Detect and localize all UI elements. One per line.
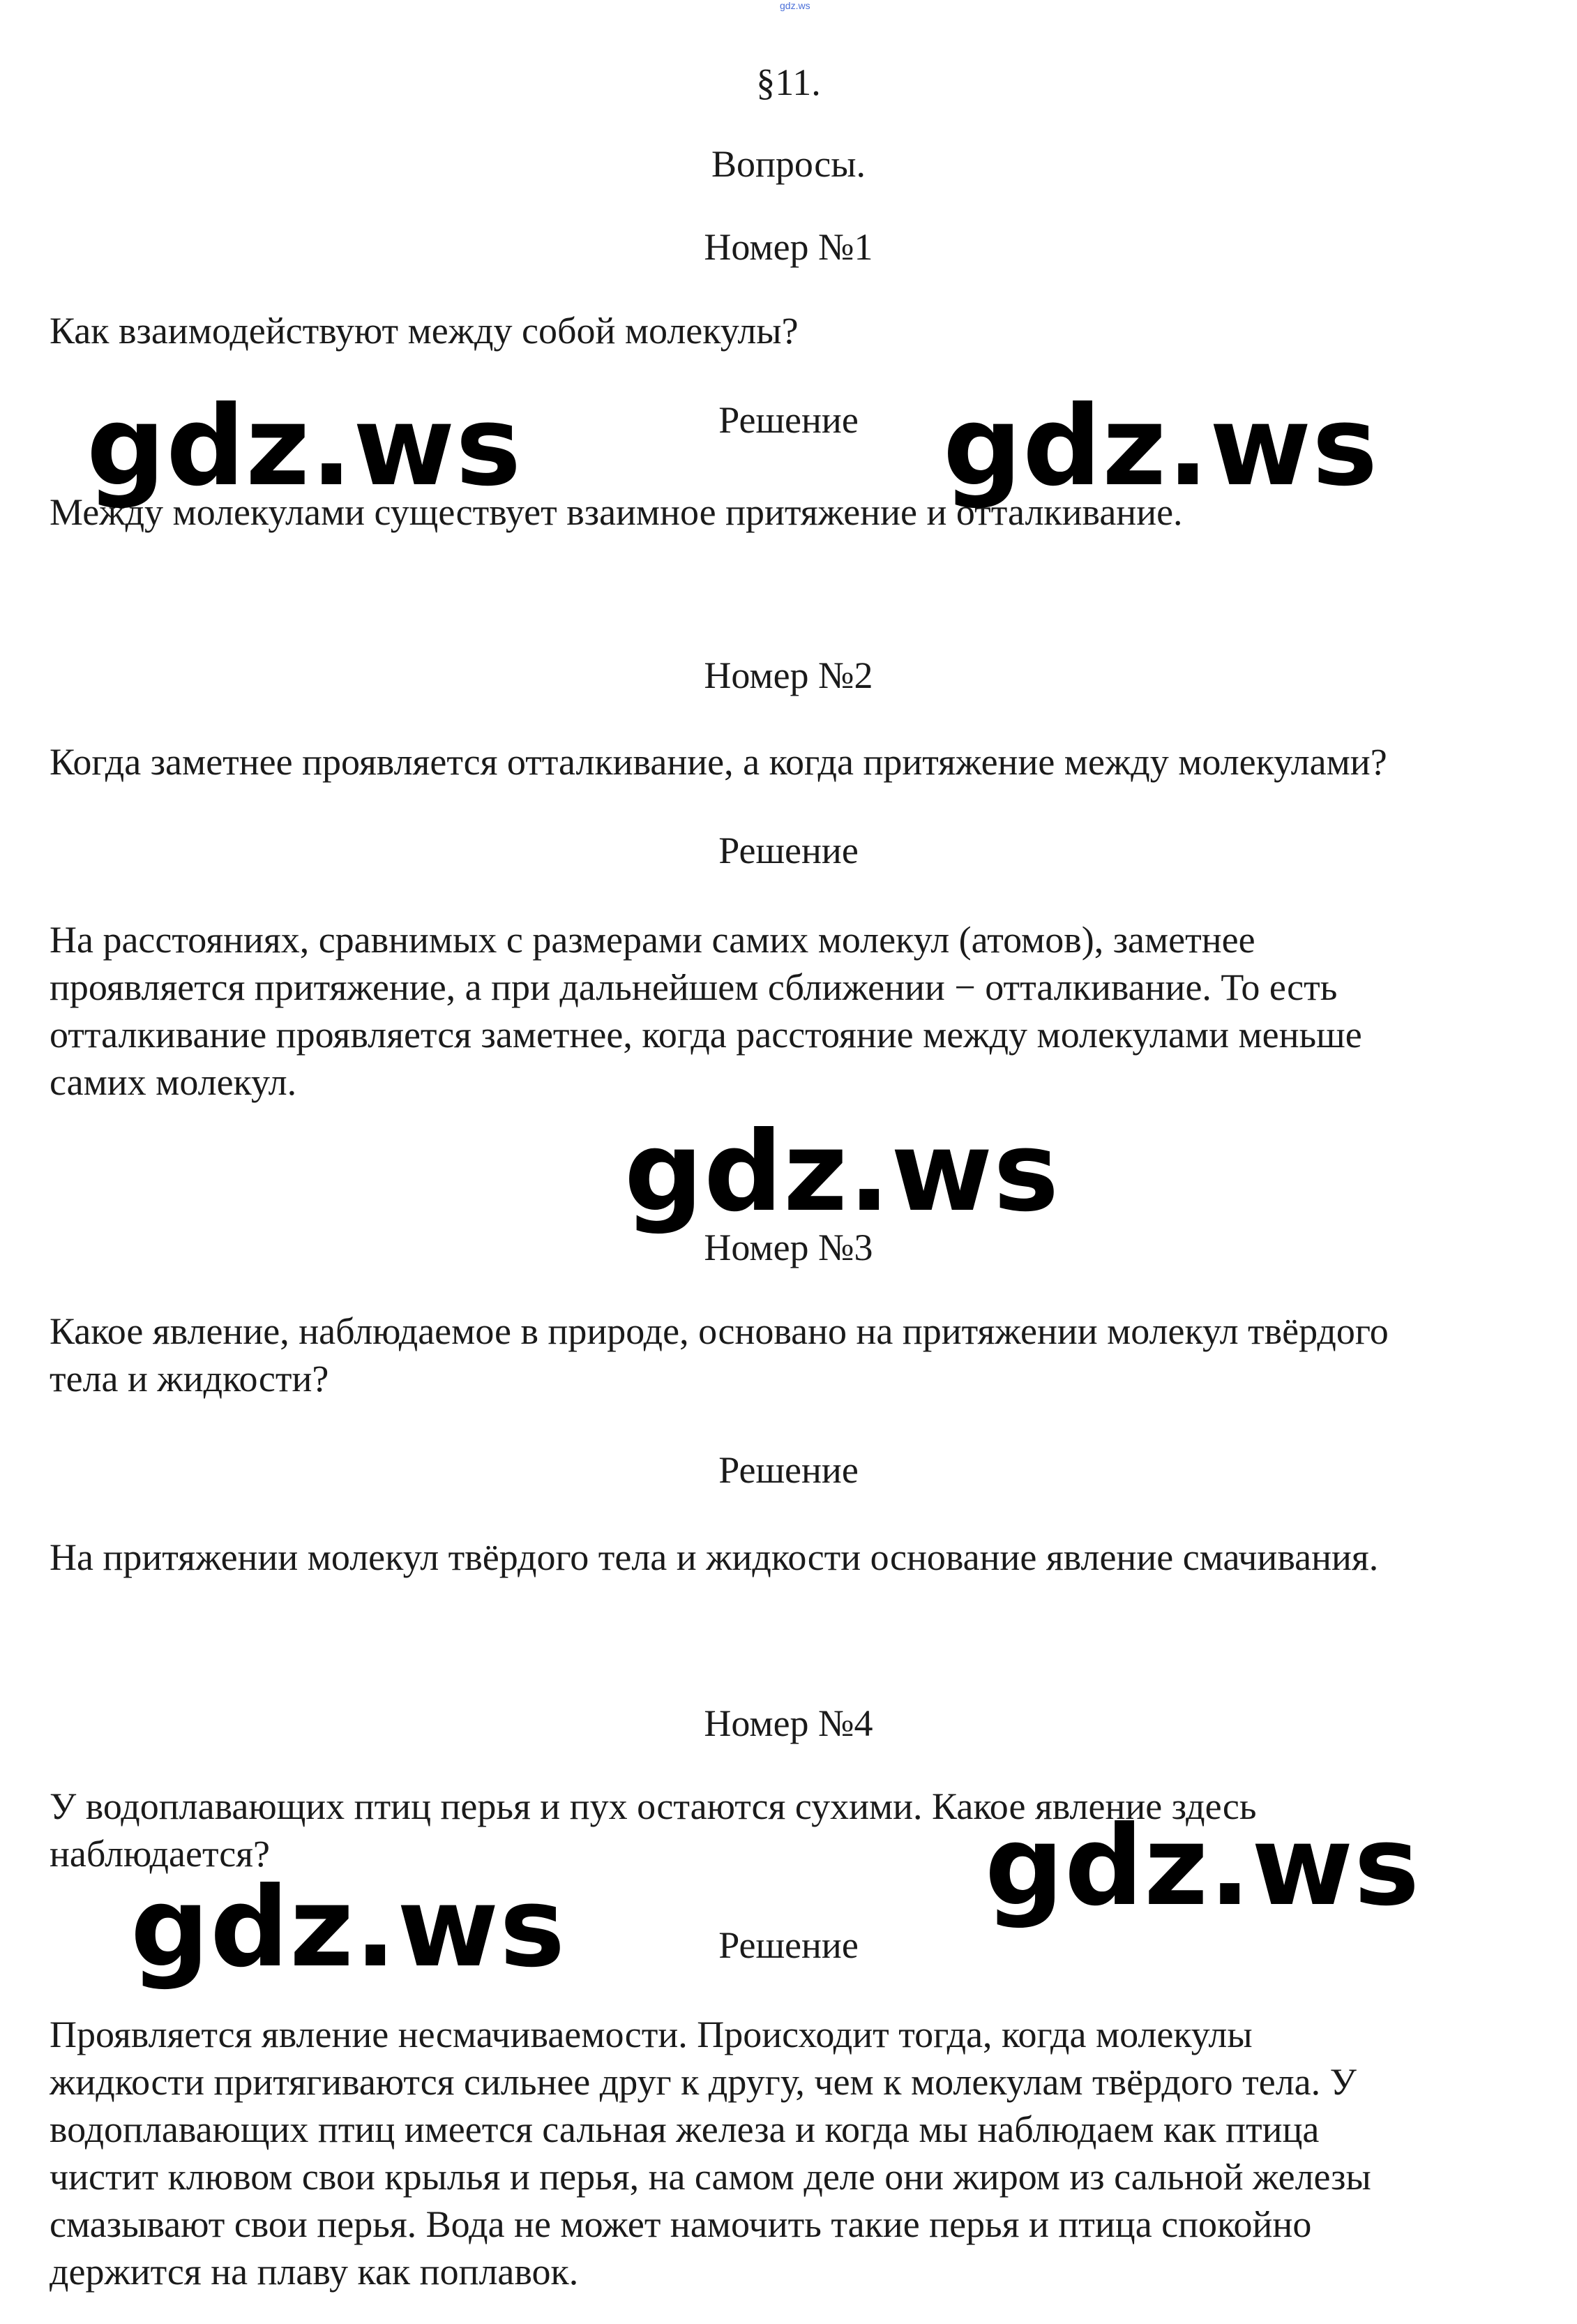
question-text-4: У водоплавающих птиц перья и пух остаются сухими. Какое явление здесь наблюдается? xyxy=(50,1785,1257,1875)
page-subtitle: Вопросы. xyxy=(711,143,866,185)
watermark-logo: gdz.ws xyxy=(943,382,1379,511)
watermark-logo: gdz.ws xyxy=(985,1802,1421,1931)
question-text-1: Как взаимодействуют между собой молекулы? xyxy=(50,310,799,352)
answer-text-3: На притяжении молекул твёрдого тела и жидкости основание явление смачивания. xyxy=(50,1536,1379,1578)
answer-text-2: На расстояниях, сравнимых с размерами самих молекул (атомов), заметнее проявляется притяжение, а при дальнейшем сближении − отталкивание. То есть отталкивание проявляется заметнее, когда расстояние между молекулами меньше самих молекул. xyxy=(50,919,1362,1103)
solution-label-3: Решение xyxy=(718,1449,859,1491)
section-title: §11. xyxy=(756,61,821,103)
question-number-4: Номер №4 xyxy=(704,1702,873,1744)
question-number-2: Номер №2 xyxy=(704,654,873,696)
question-text-2: Когда заметнее проявляется отталкивание, а когда притяжение между молекулами? xyxy=(50,741,1387,783)
watermark-logo: gdz.ws xyxy=(624,1108,1060,1236)
site-mark: gdz.ws xyxy=(780,0,810,11)
question-text-3: Какое явление, наблюдаемое в природе, основано на притяжении молекул твёрдого тела и жидкости? xyxy=(50,1310,1389,1400)
solution-label-4: Решение xyxy=(718,1924,859,1966)
question-number-3: Номер №3 xyxy=(704,1227,873,1268)
answer-text-1: Между молекулами существует взаимное притяжение и отталкивание. xyxy=(50,491,1183,533)
solution-label-2: Решение xyxy=(718,830,859,871)
solution-label-1: Решение xyxy=(718,399,859,441)
watermark-logo: gdz.ws xyxy=(130,1864,566,1992)
answer-text-4: Проявляется явление несмачиваемости. Происходит тогда, когда молекулы жидкости притягиваются сильнее друг к другу, чем к молекулам твёрдого тела. У водоплавающих птиц имеется сальная железа и когда мы наблюдаем как птица чистит клювом свои крылья и перья, на самом деле они жиром из сальной железы смазывают свои перья. Вода не может намочить такие перья и птица спокойно держится на плаву как поплавок. xyxy=(50,2014,1371,2293)
watermark-logo: gdz.ws xyxy=(86,382,522,511)
question-number-1: Номер №1 xyxy=(704,226,873,268)
